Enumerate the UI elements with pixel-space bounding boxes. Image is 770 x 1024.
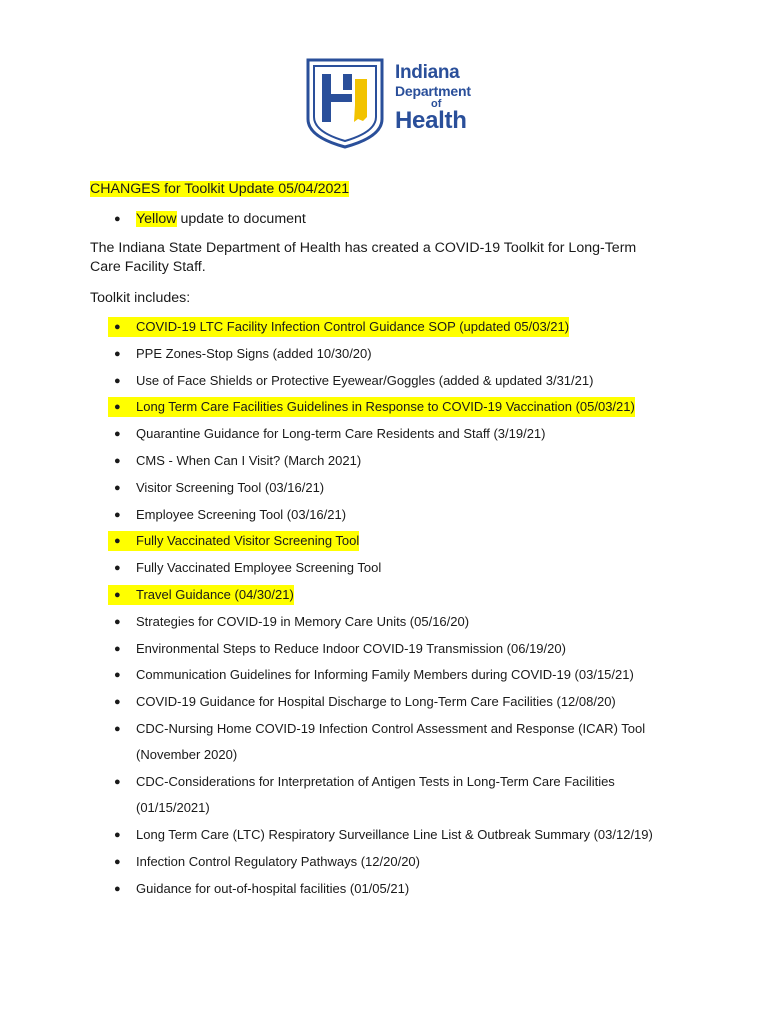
intro-paragraph: The Indiana State Department of Health has created a COVID-19 Toolkit for Long-Term Care Facility Staff. <box>90 240 637 275</box>
list-item <box>90 582 730 609</box>
bullet-icon: ● <box>114 508 121 521</box>
logo-text-health: Health <box>395 107 467 134</box>
list-item <box>90 314 730 341</box>
list-item <box>90 448 730 475</box>
bullet-icon: ● <box>114 882 121 895</box>
list-item-text: Travel Guidance (04/30/21) <box>136 586 294 602</box>
indiana-doh-logo <box>305 57 485 149</box>
list-item-text-continued: (01/15/2021) <box>136 800 210 816</box>
list-item-text: Quarantine Guidance for Long-term Care Residents and Staff (3/19/21) <box>136 426 546 442</box>
bullet-icon: ● <box>114 401 121 414</box>
list-item-text: CMS - When Can I Visit? (March 2021) <box>136 452 362 468</box>
bullet-icon: ● <box>114 615 121 628</box>
bullet-icon: ● <box>114 535 121 548</box>
list-item <box>90 609 730 636</box>
toolkit-list <box>90 314 730 902</box>
list-item-text: Environmental Steps to Reduce Indoor COVID-19 Transmission (06/19/20) <box>136 640 566 656</box>
logo-text-indiana: Indiana <box>395 62 460 83</box>
list-item <box>90 421 730 448</box>
bullet-icon: ● <box>114 454 121 467</box>
list-item <box>90 341 730 368</box>
list-item <box>90 475 730 502</box>
list-item-text: CDC-Nursing Home COVID-19 Infection Control Assessment and Response (ICAR) Tool <box>136 720 646 736</box>
list-item <box>90 394 730 421</box>
list-item <box>90 662 730 689</box>
list-item-text: Fully Vaccinated Employee Screening Tool <box>136 560 382 576</box>
yellow-word: Yellow <box>136 211 177 227</box>
bullet-icon: ● <box>114 481 121 494</box>
yellow-legend-line <box>114 209 306 229</box>
list-item-text: Use of Face Shields or Protective Eyewear/Goggles (added & updated 3/31/21) <box>136 372 594 388</box>
list-item-text: Employee Screening Tool (03/16/21) <box>136 506 347 522</box>
bullet-icon: ● <box>114 722 121 735</box>
bullet-icon: ● <box>114 347 121 360</box>
list-item-text: COVID-19 Guidance for Hospital Discharge to Long-Term Care Facilities (12/08/20) <box>136 694 616 710</box>
bullet-icon: ● <box>114 775 121 788</box>
list-item-text: Guidance for out-of-hospital facilities (01/05/21) <box>136 880 410 896</box>
list-item-text: Fully Vaccinated Visitor Screening Tool <box>136 533 360 549</box>
list-item <box>90 849 730 876</box>
list-item-text: Communication Guidelines for Informing Family Members during COVID-19 (03/15/21) <box>136 667 634 683</box>
list-item <box>90 555 730 582</box>
list-item <box>90 368 730 395</box>
list-item <box>90 528 730 555</box>
list-item-text-continued: (November 2020) <box>136 747 238 763</box>
bullet-icon: ● <box>114 855 121 868</box>
list-item-text: CDC-Considerations for Interpretation of Antigen Tests in Long-Term Care Facilities <box>136 773 615 789</box>
list-item-text: PPE Zones-Stop Signs (added 10/30/20) <box>136 345 372 361</box>
list-item-text: Strategies for COVID-19 in Memory Care Units (05/16/20) <box>136 613 470 629</box>
bullet-icon: ● <box>114 213 121 225</box>
list-item-text: Long Term Care Facilities Guidelines in Response to COVID-19 Vaccination (05/03/21) <box>136 399 635 415</box>
bullet-icon: ● <box>114 321 121 333</box>
list-item <box>90 636 730 663</box>
yellow-legend-text: update to document <box>176 211 306 227</box>
list-item-text: Infection Control Regulatory Pathways (12/20/20) <box>136 853 420 869</box>
changes-title-text: CHANGES for Toolkit Update 05/04/2021 <box>90 181 350 197</box>
bullet-icon: ● <box>114 696 121 709</box>
bullet-icon: ● <box>114 428 121 441</box>
bullet-icon: ● <box>114 588 121 601</box>
list-item <box>90 716 730 769</box>
bullet-icon: ● <box>114 642 121 655</box>
list-item-text: Visitor Screening Tool (03/16/21) <box>136 479 325 495</box>
list-item-text: Long Term Care (LTC) Respiratory Surveillance Line List & Outbreak Summary (03/12/19) <box>136 826 653 842</box>
logo-text-department: Department <box>395 83 471 99</box>
bullet-icon: ● <box>114 828 121 841</box>
list-item <box>90 502 730 529</box>
list-item <box>90 876 730 903</box>
changes-title <box>90 179 349 199</box>
list-item-text: COVID-19 LTC Facility Infection Control Guidance SOP (updated 05/03/21) <box>136 319 570 334</box>
logo-text-of: of <box>431 98 442 110</box>
bullet-icon: ● <box>114 374 121 387</box>
list-item <box>90 769 730 822</box>
bullet-icon: ● <box>114 669 121 682</box>
list-item <box>90 822 730 849</box>
list-item <box>90 689 730 716</box>
toolkit-includes-label: Toolkit includes: <box>90 290 191 306</box>
bullet-icon: ● <box>114 562 121 575</box>
shield-logo-icon <box>305 57 385 149</box>
